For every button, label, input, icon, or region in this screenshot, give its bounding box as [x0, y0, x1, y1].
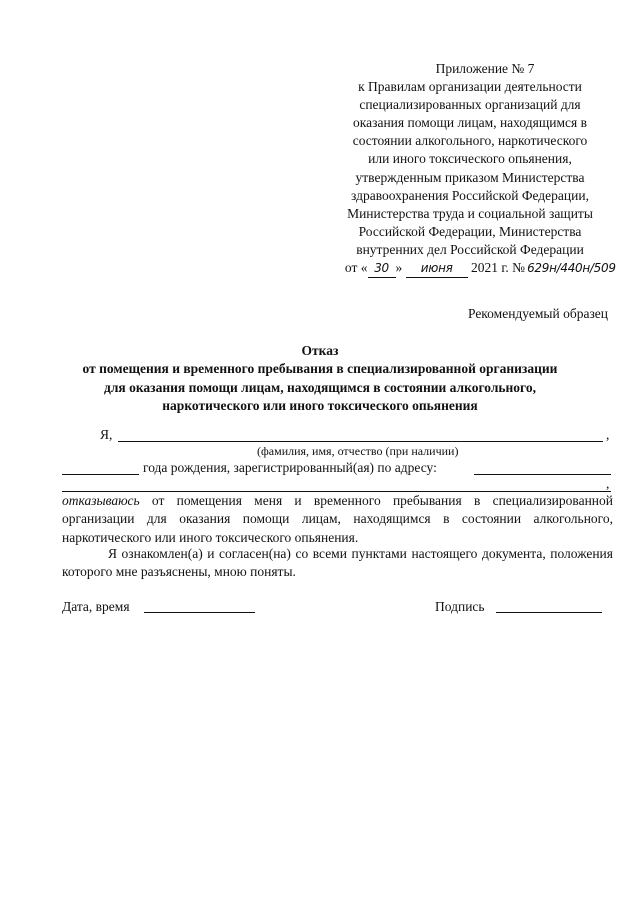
birth-address-text: года рождения, зарегистрированный(ая) по адресу: [143, 460, 437, 475]
handwritten-month: июня [406, 259, 468, 278]
date-prefix: от « [344, 260, 368, 276]
ya-label: Я, [100, 427, 113, 442]
signature-label: Подпись [435, 599, 485, 614]
signature-field[interactable] [496, 612, 602, 613]
fio-comma: , [606, 427, 610, 442]
document-title [40, 342, 600, 415]
title-line: наркотического или иного токсического опьянения [162, 397, 478, 413]
appendix-line: утвержденным приказом Министерства [355, 169, 585, 185]
title-line: для оказания помощи лицам, находящимся в состоянии алкогольного, [104, 379, 536, 395]
address-comma: , [606, 476, 610, 491]
date-year: 2021 г. № [471, 260, 526, 276]
appendix-line: к Правилам организации деятельности [358, 79, 582, 95]
appendix-line: оказания помощи лицам, находящимся в [353, 115, 587, 131]
date-time-field[interactable] [144, 612, 255, 613]
order-date-line [325, 259, 615, 278]
recommended-sample-label: Рекомендуемый образец [467, 306, 608, 321]
fio-field[interactable] [118, 441, 603, 442]
refuse-text: от помещения меня и временного пребывания в специализированной организации для оказания помощи лицам, находящимся в состоянии алкогольного, наркотического или иного токсического опьянения. [62, 493, 613, 545]
appendix-line: Российской Федерации, Министерства [358, 223, 582, 239]
refuse-word: отказываюсь [62, 493, 140, 508]
appendix-title: Приложение № 7 [435, 61, 535, 76]
appendix-line: или иного токсического опьянения, [368, 151, 572, 167]
appendix-line: Министерства труда и социальной защиты [347, 205, 593, 221]
handwritten-order-number: 629н/440н/509 [527, 261, 616, 276]
appendix-line: здравоохранения Российской Федерации, [351, 187, 589, 203]
date-close: » [395, 260, 403, 276]
appendix-line: специализированных организаций для [359, 97, 581, 113]
date-time-label: Дата, время [62, 599, 130, 614]
title-line: Отказ [301, 343, 339, 358]
appendix-line: состоянии алкогольного, наркотического [352, 133, 588, 149]
refusal-paragraph [62, 492, 613, 547]
birth-year-field[interactable] [62, 474, 139, 475]
title-line: от помещения и временного пребывания в специализированной организации [82, 361, 558, 377]
agreement-paragraph: Я ознакомлен(а) и согласен(на) со всеми пунктами настоящего документа, положения которого мне разъяснены, мною поняты. [62, 546, 613, 580]
appendix-line: внутренних дел Российской Федерации [356, 241, 584, 257]
handwritten-day: 30 [368, 259, 396, 278]
appendix-block [325, 60, 615, 278]
address-field[interactable] [474, 474, 611, 475]
fio-caption: (фамилия, имя, отчество (при наличии) [257, 444, 459, 458]
